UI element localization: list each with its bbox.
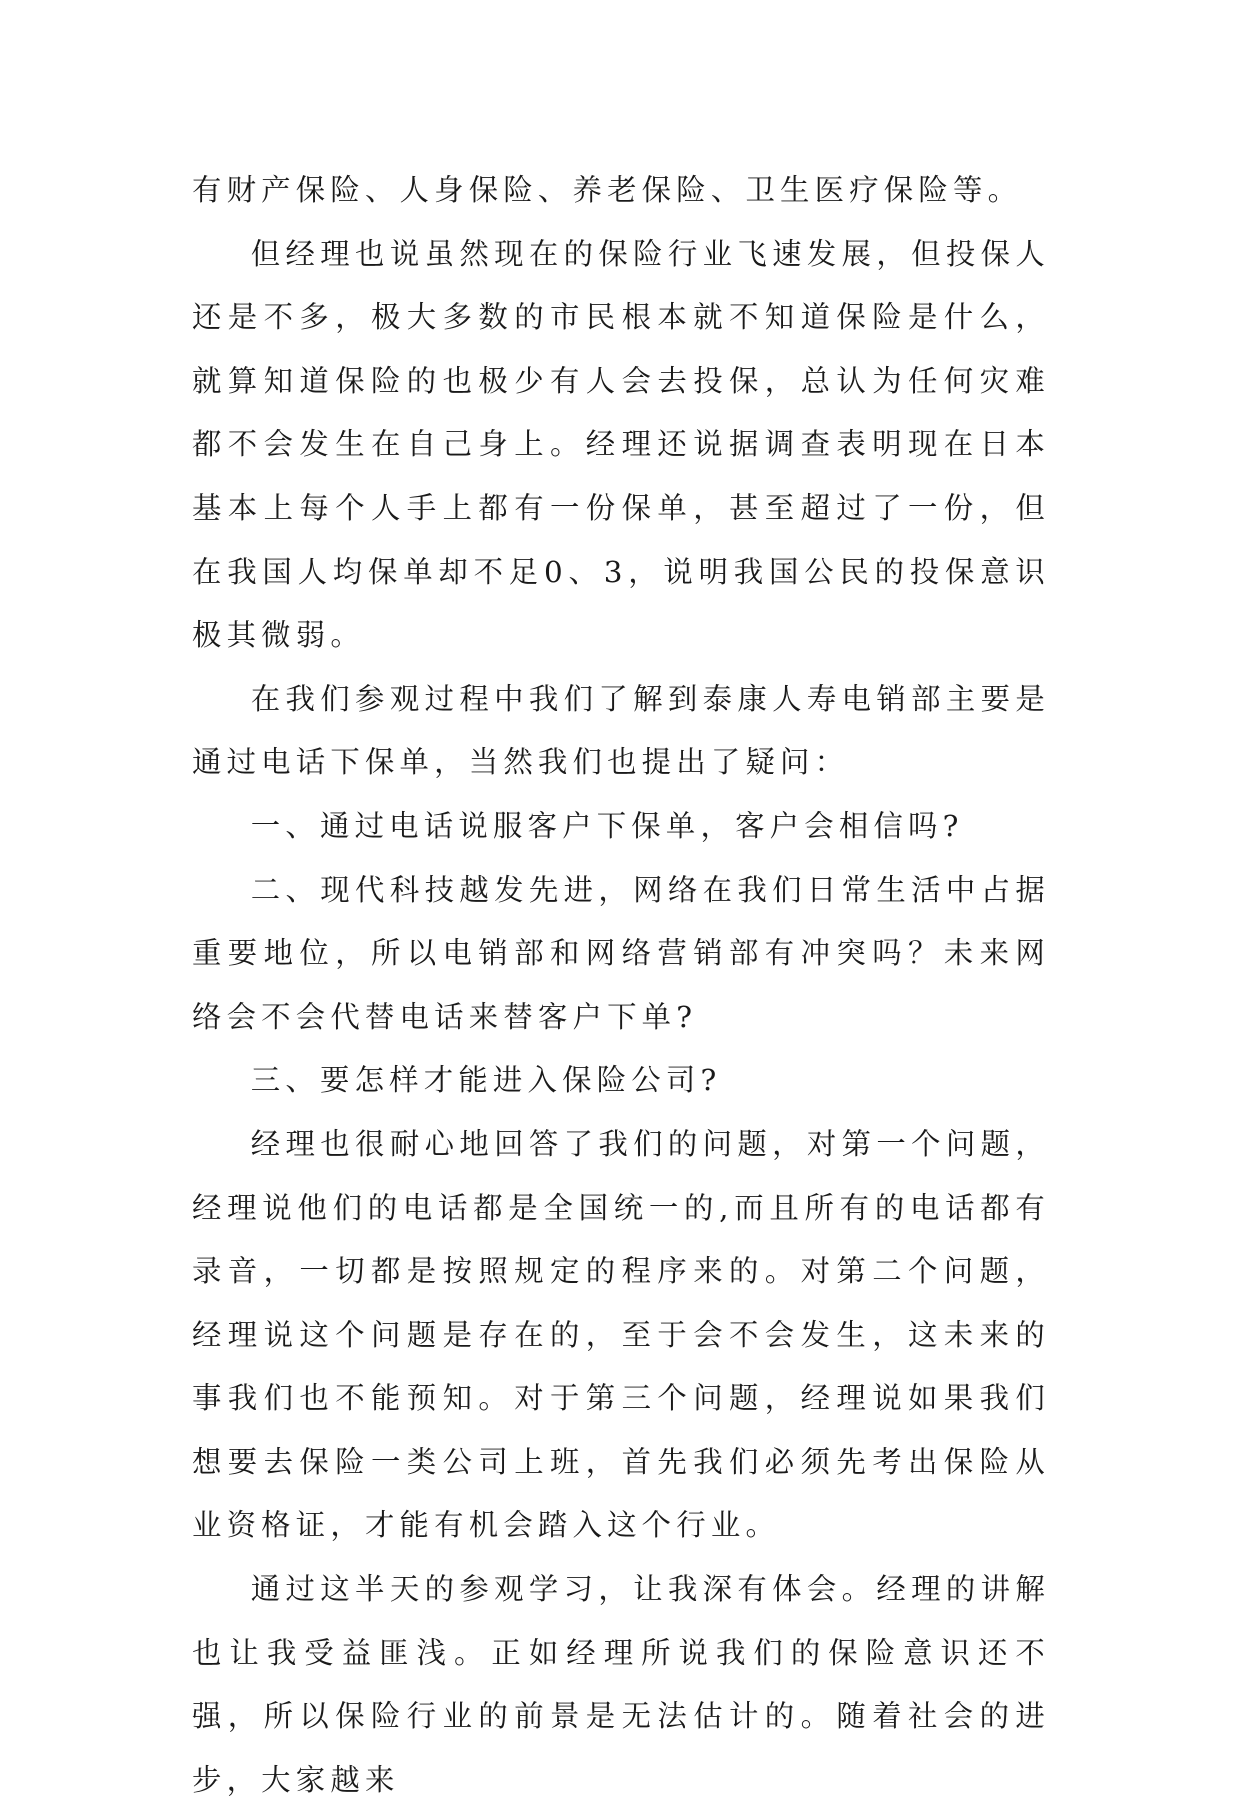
paragraph-1: 有财产保险、人身保险、养老保险、卫生医疗保险等。: [192, 173, 1023, 207]
question-2: 二、现代科技越发先进，网络在我们日常生活中占据重要地位，所以电销部和网络营销部有冲突吗？未来网络会不会代替电话来替客户下单?: [192, 872, 1050, 1034]
paragraph-answers: 经理也很耐心地回答了我们的问题，对第一个问题，经理说他们的电话都是全国统一的,而且所有的电话都有录音，一切都是按照规定的程序来的。对第二个问题，经理说这个问题是存在的，至于会不会发生，这未来的事我们也不能预知。对于第三个问题，经理说如果我们想要去保险一类公司上班，首先我们必须先考出保险从业资格证，才能有机会踏入这个行业。: [192, 1126, 1050, 1543]
paragraph-conclusion: 通过这半天的参观学习，让我深有体会。经理的讲解也让我受益匪浅。正如经理所说我们的保险意识还不强，所以保险行业的前景是无法估计的。随着社会的进步，大家越来: [192, 1572, 1050, 1797]
paragraph-2: 但经理也说虽然现在的保险行业飞速发展，但投保人还是不多，极大多数的市民根本就不知道保险是什么，就算知道保险的也极少有人会去投保，总认为任何灾难都不会发生在自己身上。经理还说据调查表明现在日本基本上每个人手上都有一份保单，甚至超过了一份，但在我国人均保单却不足0、3，说明我国公民的投保意识极其微弱。: [192, 236, 1050, 653]
question-3: 三、要怎样才能进入保险公司?: [250, 1063, 722, 1098]
document-body: [192, 159, 1050, 1812]
question-1: 一、通过电话说服客户下保单，客户会相信吗?: [250, 808, 964, 843]
paragraph-3: 在我们参观过程中我们了解到泰康人寿电销部主要是通过电话下保单，当然我们也提出了疑问：: [192, 681, 1050, 780]
